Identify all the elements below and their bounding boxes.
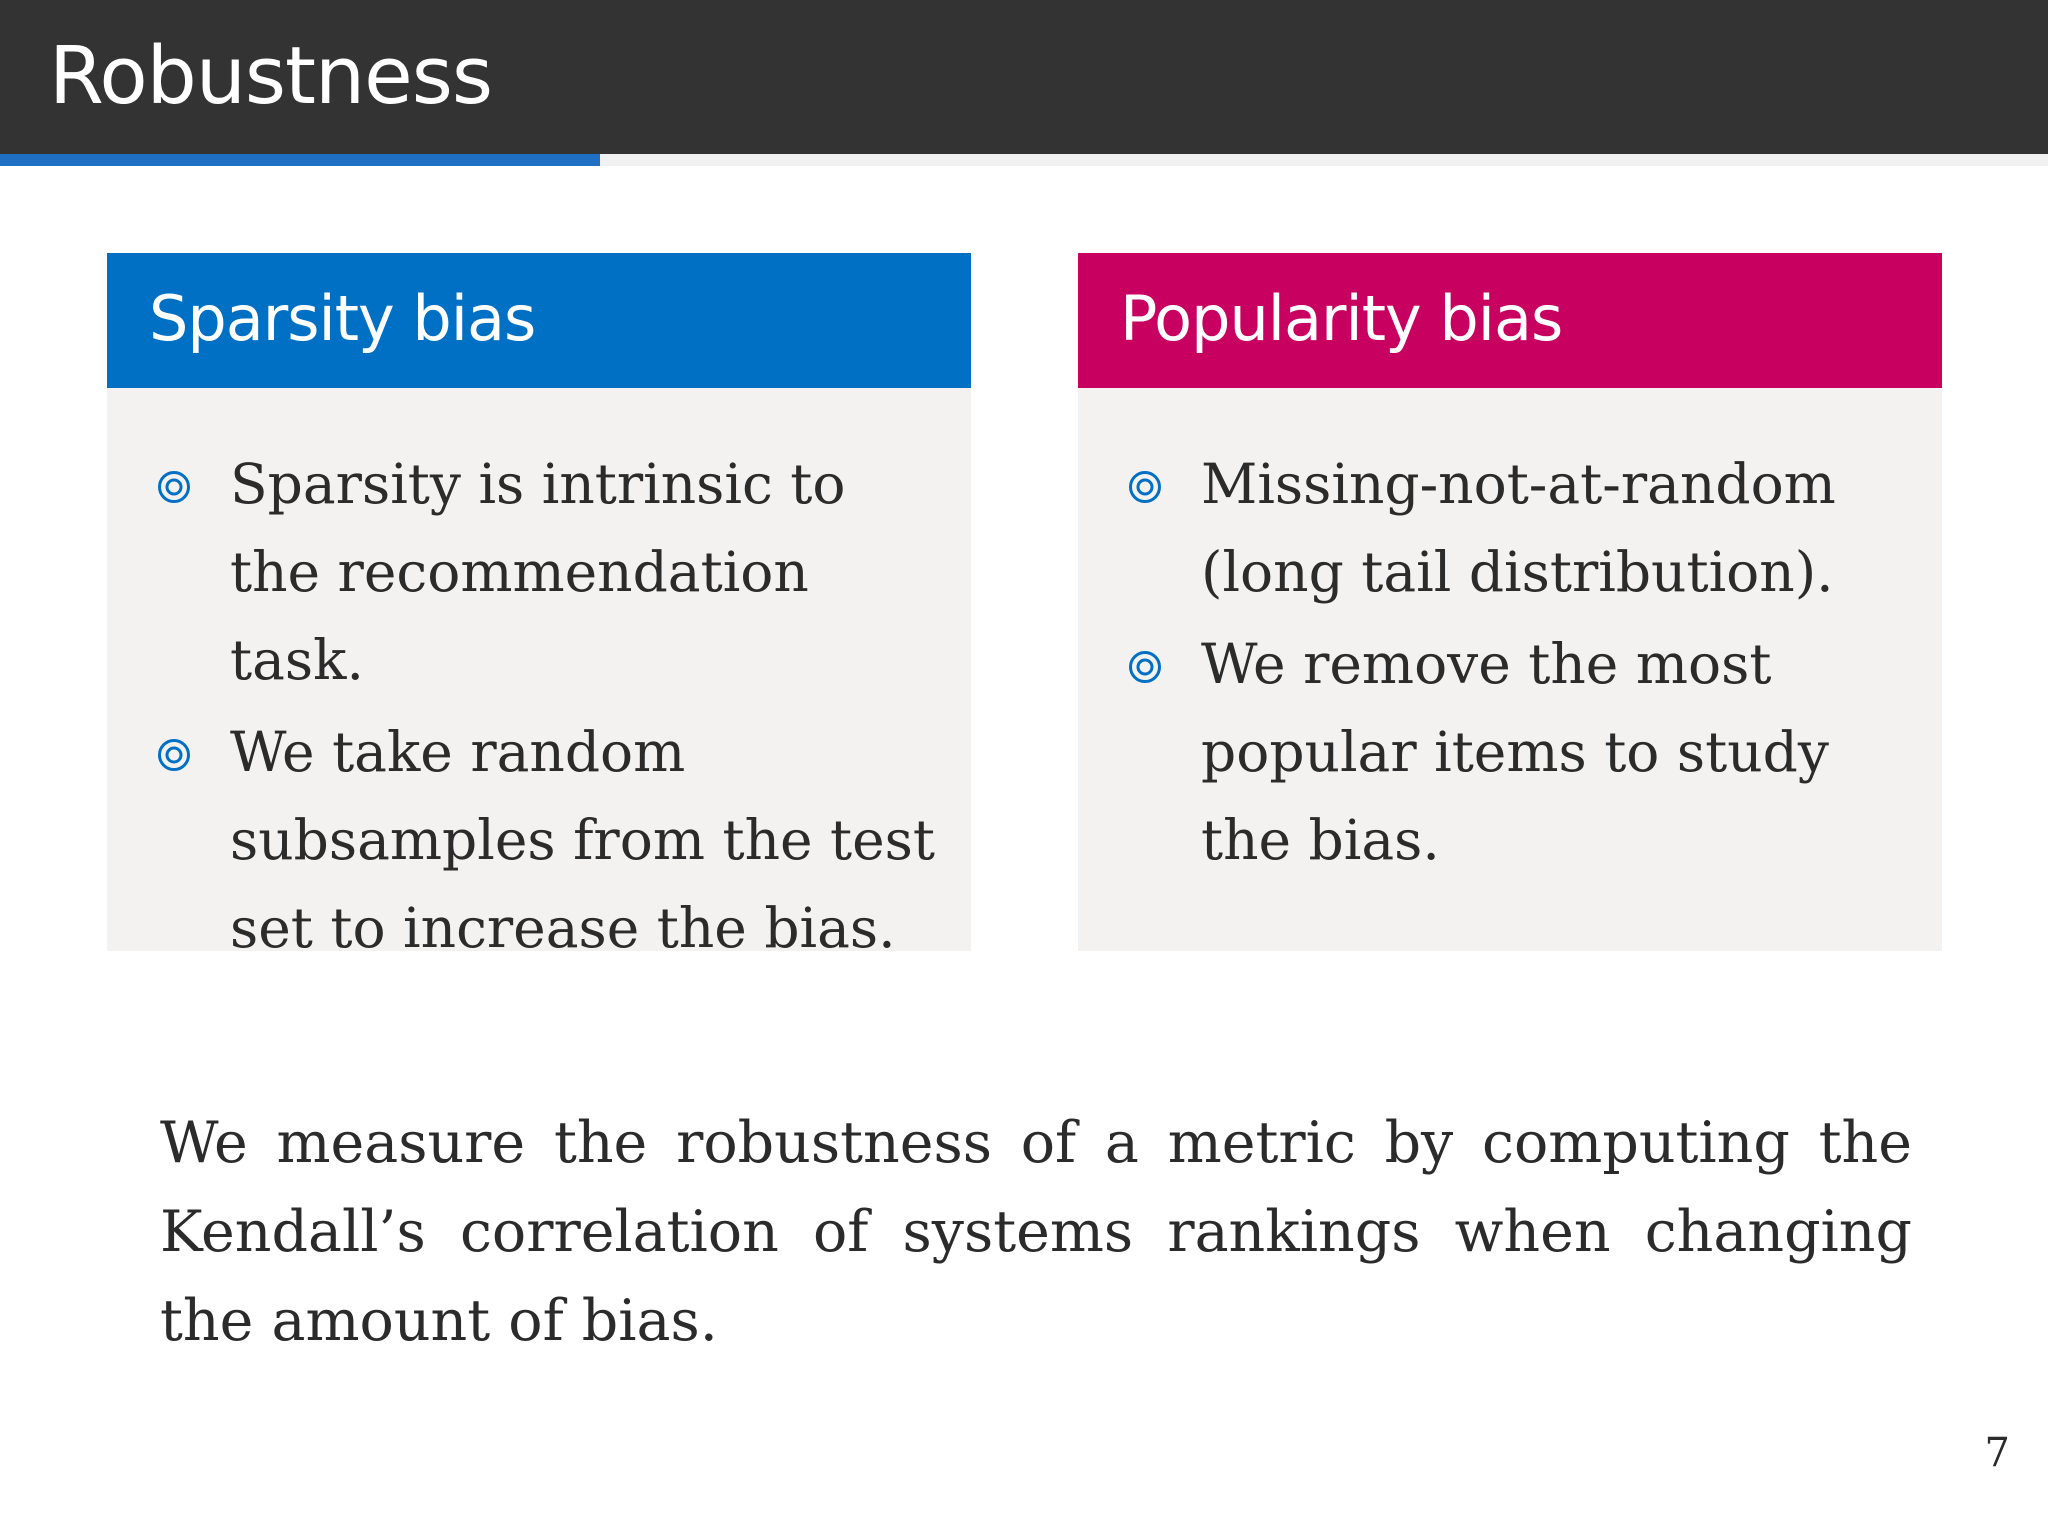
list-item xyxy=(1078,440,1942,616)
double-circle-bullet-icon xyxy=(1128,650,1162,684)
popularity-bias-block xyxy=(1078,253,1942,951)
page-number: 7 xyxy=(1984,1430,2010,1476)
list-item-text: Sparsity is intrinsic to the recommendation task. xyxy=(230,452,846,692)
list-item-text: We remove the most popular items to study the bias. xyxy=(1201,632,1829,872)
progress-track xyxy=(0,154,2048,166)
sparsity-bias-list xyxy=(107,440,971,976)
summary-text: We measure the robustness of a metric by computing the Kendall’s correlation of systems rankings when changing the amount of bias. xyxy=(160,1110,1912,1354)
double-circle-bullet-icon xyxy=(157,470,191,504)
list-item xyxy=(107,708,971,972)
popularity-bias-header xyxy=(1078,253,1942,388)
list-item xyxy=(107,440,971,704)
sparsity-bias-title: Sparsity bias xyxy=(149,282,536,355)
popularity-bias-title: Popularity bias xyxy=(1120,282,1563,355)
list-item-text: Missing-not-at-random (long tail distribution). xyxy=(1201,452,1836,604)
sparsity-bias-header xyxy=(107,253,971,388)
slide-title: Robustness xyxy=(49,30,493,122)
list-item xyxy=(1078,620,1942,884)
list-item-text: We take random subsamples from the test set to increase the bias. xyxy=(230,720,936,960)
double-circle-bullet-icon xyxy=(157,738,191,772)
double-circle-bullet-icon xyxy=(1128,470,1162,504)
sparsity-bias-block xyxy=(107,253,971,960)
popularity-bias-list xyxy=(1078,440,1942,888)
title-bar xyxy=(0,0,2048,154)
progress-bar xyxy=(0,154,600,166)
